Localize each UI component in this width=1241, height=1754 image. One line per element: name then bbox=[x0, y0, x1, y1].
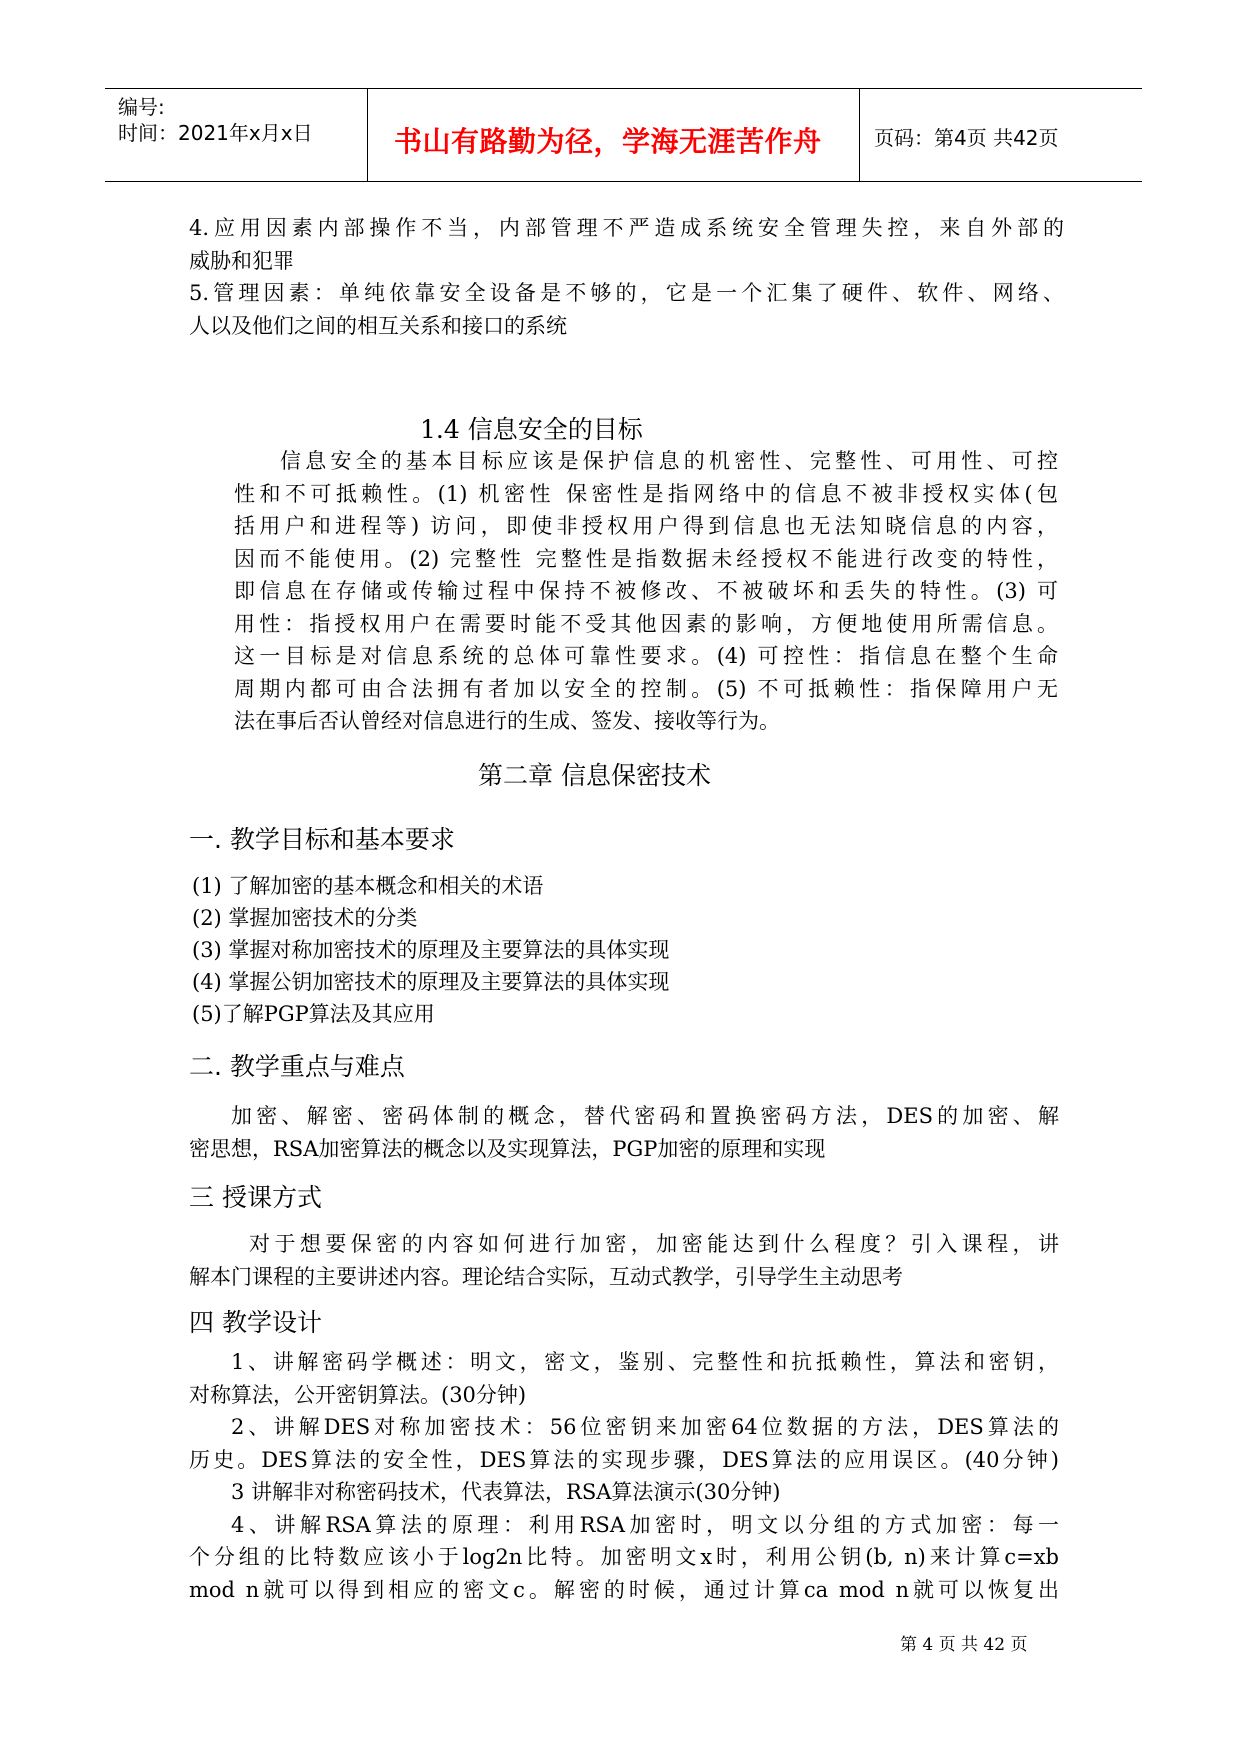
section-3-heading: 三 授课方式 bbox=[189, 1183, 322, 1212]
list-item: (4) 掌握公钥加密技术的原理及主要算法的具体实现 bbox=[192, 970, 670, 994]
list-item: (2) 掌握加密技术的分类 bbox=[192, 906, 418, 930]
text-line: 对于想要保密的内容如何进行加密，加密能达到什么程度？引入课程，讲 bbox=[249, 1232, 1059, 1256]
text-line: 2、讲解DES对称加密技术：56位密钥来加密64位数据的方法，DES算法的 bbox=[231, 1415, 1059, 1439]
header-top-rule bbox=[105, 88, 1142, 89]
text-line: 历史。DES算法的安全性，DES算法的实现步骤，DES算法的应用误区。(40分钟) bbox=[189, 1447, 1059, 1472]
text-line: 周期内都可由合法拥有者加以安全的控制。(5) 不可抵赖性：指保障用户无 bbox=[234, 676, 1058, 701]
header-divider-left bbox=[367, 88, 368, 182]
text-line: 因而不能使用。(2) 完整性 完整性是指数据未经授权不能进行改变的特性， bbox=[234, 546, 1058, 571]
text-line: 5.管理因素：单纯依靠安全设备是不够的，它是一个汇集了硬件、软件、网络、 bbox=[189, 281, 1064, 305]
chapter-2-title: 第二章 信息保密技术 bbox=[478, 761, 711, 790]
text-line: 1、讲解密码学概述：明文，密文，鉴别、完整性和抗抵赖性，算法和密钥， bbox=[231, 1350, 1059, 1374]
text-line: 威胁和犯罪 bbox=[189, 248, 294, 273]
text-line: 用性：指授权用户在需要时能不受其他因素的影响，方便地使用所需信息。 bbox=[234, 611, 1058, 636]
section-4-body bbox=[189, 1346, 1059, 1606]
text-line: 信息安全的基本目标应该是保护信息的机密性、完整性、可用性、可控 bbox=[280, 449, 1058, 473]
section-1-heading: 一. 教学目标和基本要求 bbox=[189, 825, 455, 854]
section-2-body bbox=[189, 1100, 1059, 1165]
text-line: 这一目标是对信息系统的总体可靠性要求。(4) 可控性：指信息在整个生命 bbox=[234, 644, 1058, 668]
prev-section-text bbox=[189, 212, 1064, 342]
text-line: 加密、解密、密码体制的概念，替代密码和置换密码方法，DES的加密、解 bbox=[231, 1104, 1059, 1128]
list-item: (3) 掌握对称加密技术的原理及主要算法的具体实现 bbox=[192, 938, 670, 962]
section-4-heading: 四 教学设计 bbox=[189, 1308, 322, 1337]
header-page-label: 页码：第4页 共42页 bbox=[874, 126, 1059, 150]
text-line: mod n就可以得到相应的密文c。解密的时候，通过计算ca mod n就可以恢复出 bbox=[189, 1577, 1059, 1602]
list-item: (1) 了解加密的基本概念和相关的术语 bbox=[192, 874, 544, 898]
section-2-heading: 二. 教学重点与难点 bbox=[189, 1052, 405, 1081]
header-bottom-rule bbox=[105, 181, 1142, 182]
document-time-label: 时间：2021年x月x日 bbox=[118, 121, 313, 145]
text-line: 性和不可抵赖性。(1) 机密性 保密性是指网络中的信息不被非授权实体(包 bbox=[234, 481, 1058, 506]
section-1-4-body bbox=[234, 445, 1058, 738]
text-line: 密思想，RSA加密算法的概念以及实现算法，PGP加密的原理和实现 bbox=[189, 1136, 826, 1161]
page-footer: 第 4 页 共 42 页 bbox=[900, 1635, 1028, 1655]
objectives-list bbox=[192, 870, 669, 1030]
section-3-body bbox=[189, 1228, 1059, 1293]
text-line: 3 讲解非对称密码技术，代表算法，RSA算法演示(30分钟) bbox=[231, 1480, 781, 1504]
text-line: 解本门课程的主要讲述内容。理论结合实际，互动式教学，引导学生主动思考 bbox=[189, 1264, 903, 1289]
text-line: 对称算法，公开密钥算法。(30分钟) bbox=[189, 1382, 527, 1407]
text-line: 人以及他们之间的相互关系和接口的系统 bbox=[189, 313, 567, 338]
header-motto: 书山有路勤为径，学海无涯苦作舟 bbox=[394, 125, 822, 158]
section-1-4-title: 1.4 信息安全的目标 bbox=[420, 415, 643, 444]
text-line: 括用户和进程等) 访问，即使非授权用户得到信息也无法知晓信息的内容， bbox=[234, 514, 1058, 538]
text-line: 法在事后否认曾经对信息进行的生成、签发、接收等行为。 bbox=[234, 709, 780, 733]
list-item: (5)了解PGP算法及其应用 bbox=[192, 1002, 435, 1026]
header-divider-right bbox=[859, 88, 860, 182]
text-line: 4、讲解RSA算法的原理：利用RSA加密时，明文以分组的方式加密：每一 bbox=[231, 1512, 1059, 1537]
document-number-label: 编号: bbox=[118, 95, 165, 119]
text-line: 个分组的比特数应该小于log2n比特。加密明文x时，利用公钥(b, n)来计算c=xb bbox=[189, 1545, 1059, 1569]
text-line: 4.应用因素内部操作不当，内部管理不严造成系统安全管理失控，来自外部的 bbox=[189, 216, 1064, 240]
text-line: 即信息在存储或传输过程中保持不被修改、不被破坏和丢失的特性。(3) 可 bbox=[234, 579, 1058, 603]
